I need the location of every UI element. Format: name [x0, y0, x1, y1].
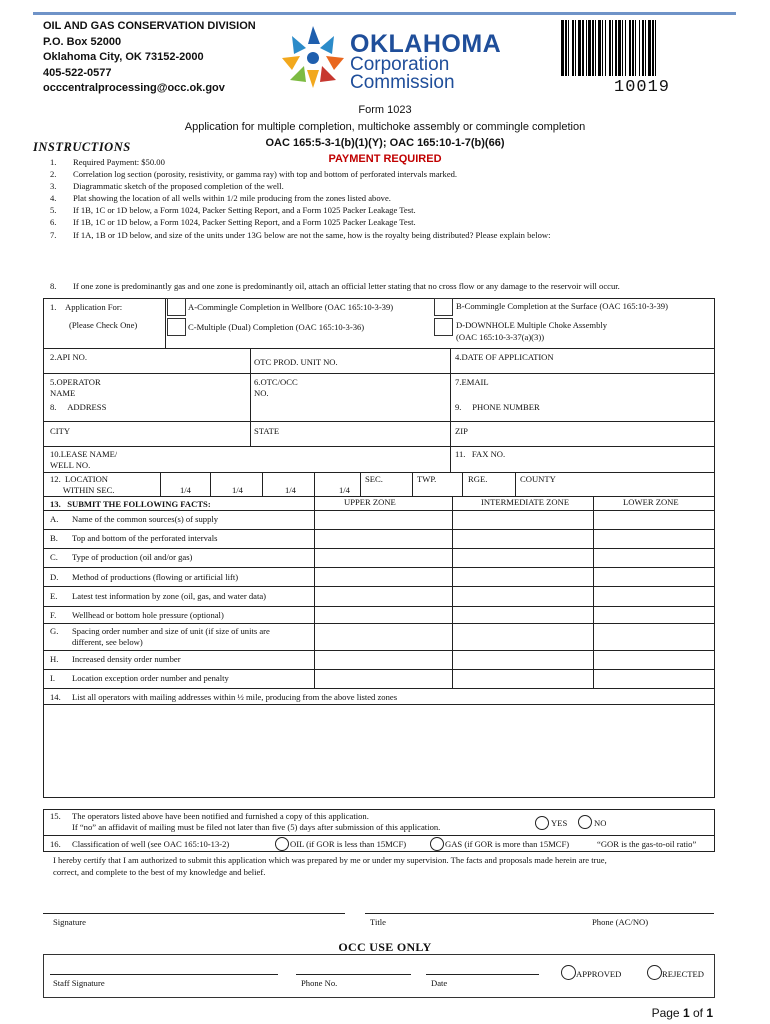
logo-line1: OKLAHOMA — [350, 30, 502, 58]
instruction-item: 2. Correlation log section (porosity, resistivity, or gamma ray) with top and bottom of perforated intervals marked. — [50, 169, 458, 180]
division-phone: 405-522-0577 — [43, 66, 112, 79]
phone-number-field[interactable]: 9. PHONE NUMBER — [455, 402, 540, 412]
top-rule — [33, 12, 736, 15]
certification-text: I hereby certify that I am authorized to submit this application which was prepared by me or under my supervision. The facts and proposals made herein are true, correct, and complete to the best of my knowledge and belief. — [53, 855, 607, 877]
instructions-heading: INSTRUCTIONS — [33, 140, 131, 154]
fact-row-a: A. Name of the common sources(s) of supply — [50, 514, 219, 524]
state-field[interactable]: STATE — [254, 426, 280, 436]
api-no-field[interactable]: 2.API NO. — [50, 352, 88, 362]
fact-row-c: C. Type of production (oil and/or gas) — [50, 552, 193, 562]
fact-row-h: H. Increased density order number — [50, 654, 181, 664]
occ-logo-icon — [278, 22, 348, 92]
rge-field[interactable]: RGE. — [468, 474, 488, 484]
quarter-4[interactable]: 1/4 — [339, 485, 350, 495]
no-label: NO — [594, 818, 607, 828]
instruction-item: 6. If 1B, 1C or 1D below, a Form 1024, Packer Setting Report, and a Form 1025 Packer Leakage Test. — [50, 217, 416, 228]
intermediate-zone-header: INTERMEDIATE ZONE — [481, 497, 570, 507]
upper-zone-header: UPPER ZONE — [344, 497, 396, 507]
instruction-item: 7. If 1A, 1B or 1D below, and size of the units under 13G below are not the same, how is the royalty being distributed? Please explain below: — [50, 229, 551, 240]
operators-list-area[interactable] — [44, 705, 714, 797]
item-15-line2: If “no” an affidavit of mailing must be filed not later than five (5) days after submission of this application. — [72, 822, 441, 832]
gas-radio[interactable] — [430, 837, 444, 851]
location-label: 12. LOCATION WITHIN SEC. — [50, 474, 115, 495]
division-name: OIL AND GAS CONSERVATION DIVISION — [43, 20, 256, 32]
checkbox-b[interactable] — [434, 298, 453, 316]
instruction-item-8: 8. If one zone is predominantly gas and one zone is predominantly oil, attach an official letter stating that no cross flow or any damage to the reservoir will occur. — [50, 281, 620, 291]
please-check-one: (Please Check One) — [69, 320, 138, 330]
fact-row-e: E. Latest test information by zone (oil, gas, and water data) — [50, 591, 267, 601]
occ-phone-label: Phone No. — [301, 978, 338, 988]
no-radio[interactable] — [578, 815, 592, 829]
page-indicator: Page 1 of 1 — [651, 1006, 713, 1020]
yes-label: YES — [551, 818, 568, 828]
gor-note: “GOR is the gas-to-oil ratio” — [597, 839, 697, 849]
form-number: Form 1023 — [358, 104, 412, 116]
checkbox-a[interactable] — [167, 298, 186, 316]
email-field[interactable]: 7.EMAIL — [455, 377, 489, 387]
logo-line3: Commission — [350, 72, 455, 93]
rejected-label: REJECTED — [662, 969, 705, 979]
instruction-item: 1. Required Payment: $50.00 — [50, 157, 165, 167]
fact-row-b: B. Top and bottom of the perforated intervals — [50, 533, 218, 543]
oil-radio[interactable] — [275, 837, 289, 851]
sec-field[interactable]: SEC. — [365, 474, 383, 484]
occ-use-only-heading: OCC USE ONLY — [338, 940, 432, 954]
occ-date-label: Date — [431, 978, 448, 988]
instruction-item: 5. If 1B, 1C or 1D below, a Form 1024, Packer Setting Report, and a Form 1025 Packer Leakage Test. — [50, 205, 416, 216]
instruction-item: 3. Diagrammatic sketch of the proposed completion of the well. — [50, 181, 284, 192]
division-email: occcentralprocessing@occ.ok.gov — [43, 82, 225, 94]
logo-line2: Corporation — [350, 54, 450, 75]
quarter-2[interactable]: 1/4 — [232, 485, 243, 495]
checkbox-d[interactable] — [434, 318, 453, 336]
yes-radio[interactable] — [535, 816, 549, 830]
option-b-label: B-Commingle Completion at the Surface (OAC 165:10-3-39) — [456, 301, 668, 311]
lower-zone-header: LOWER ZONE — [623, 497, 679, 507]
rejected-radio[interactable] — [647, 965, 662, 980]
instructions-list — [50, 156, 550, 241]
otc-occ-field[interactable]: 6.OTC/OCC NO. — [254, 377, 298, 398]
gas-label: GAS (if GOR is more than 15MCF) — [445, 839, 570, 849]
oil-label: OIL (if GOR is less than 15MCF) — [290, 839, 407, 849]
division-address-block — [43, 19, 256, 97]
approved-radio[interactable] — [561, 965, 576, 980]
fact-row-i: I. Location exception order number and penalty — [50, 673, 229, 683]
option-d-label: D-DOWNHOLE Multiple Choke Assembly — [456, 320, 608, 330]
quarter-1[interactable]: 1/4 — [180, 485, 191, 495]
county-field[interactable]: COUNTY — [520, 474, 556, 484]
city-field[interactable]: CITY — [50, 426, 71, 436]
form-rule: OAC 165:5-3-1(b)(1)(Y); OAC 165:10-1-7(b)(66) — [265, 137, 505, 149]
item-14-label: 14. List all operators with mailing addresses within ½ mile, producing from the above listed zones — [50, 692, 398, 702]
item-16-label: 16. Classification of well (see OAC 165:10-13-2) — [50, 839, 230, 849]
zip-field[interactable]: ZIP — [455, 426, 468, 436]
fact-row-g: G. Spacing order number and size of unit (if size of units are different, see below) — [50, 626, 270, 647]
instruction-item: 4. Plat showing the location of all wells within 1/2 mile producing from the zones listed above. — [50, 193, 391, 204]
fax-field[interactable]: 11. FAX NO. — [455, 449, 506, 459]
form-title: Application for multiple completion, multichoke assembly or commingle completion — [184, 121, 586, 133]
app-for-label: 1. Application For: — [50, 302, 123, 312]
signature-label: Signature — [53, 917, 86, 927]
item-15-line1: 15. The operators listed above have been notified and furnished a copy of this application. — [50, 811, 369, 821]
operator-name-field[interactable]: 5.OPERATOR NAME — [50, 377, 101, 398]
facts-heading: 13. SUBMIT THE FOLLOWING FACTS: — [50, 499, 211, 509]
po-box: P.O. Box 52000 — [43, 35, 122, 48]
option-d-rule: (OAC 165:10-3-37(a)(3)) — [456, 332, 545, 342]
fact-row-d: D. Method of productions (flowing or artificial lift) — [50, 572, 239, 582]
quarter-3[interactable]: 1/4 — [285, 485, 296, 495]
twp-field[interactable]: TWP. — [417, 474, 437, 484]
approved-label: APPROVED — [576, 969, 622, 979]
checkbox-c[interactable] — [167, 318, 186, 336]
date-application-field[interactable]: 4.DATE OF APPLICATION — [455, 352, 554, 362]
staff-signature-label: Staff Signature — [53, 978, 105, 988]
fact-row-f: F. Wellhead or bottom hole pressure (optional) — [50, 610, 224, 620]
option-c-label: C-Multiple (Dual) Completion (OAC 165:10-3-36) — [188, 322, 365, 332]
title-label: Title — [370, 917, 386, 927]
barcode-number: 10019 — [614, 78, 671, 97]
city-line: Oklahoma City, OK 73152-2000 — [43, 51, 204, 63]
otc-unit-field[interactable]: OTC PROD. UNIT NO. — [254, 357, 338, 367]
barcode — [561, 20, 723, 76]
phone-ac-label: Phone (AC/NO) — [592, 917, 649, 927]
payment-required: PAYMENT REQUIRED — [328, 153, 442, 165]
address-field[interactable]: 8. ADDRESS — [50, 402, 107, 412]
option-a-label: A-Commingle Completion in Wellbore (OAC 165:10-3-39) — [188, 302, 394, 312]
lease-name-field[interactable]: 10.LEASE NAME/ WELL NO. — [50, 449, 118, 470]
